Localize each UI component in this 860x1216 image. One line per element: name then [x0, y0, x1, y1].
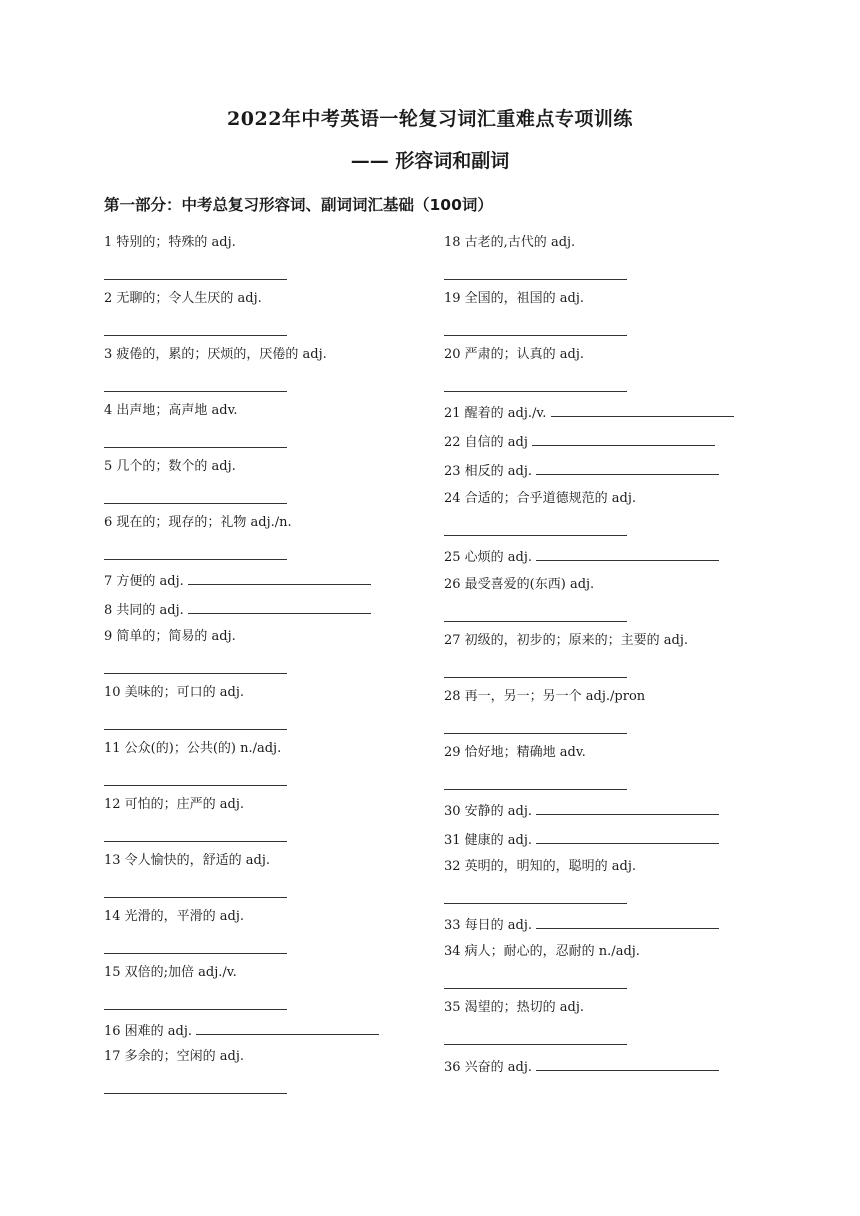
vocab-prompt: 16 困难的 adj. [104, 1024, 193, 1039]
answer-blank[interactable] [104, 503, 287, 504]
answer-blank[interactable] [444, 1044, 627, 1045]
vocab-prompt: 6 现在的；现存的；礼物 adj./n. [104, 515, 292, 530]
vocab-item [444, 234, 575, 252]
vocab-item [444, 576, 594, 594]
answer-blank[interactable] [536, 914, 719, 929]
vocab-prompt: 21 醒着的 adj./v. [444, 406, 547, 421]
vocab-prompt: 33 每日的 adj. [444, 918, 533, 933]
vocab-prompt: 23 相反的 adj. [444, 464, 533, 479]
vocab-item [444, 829, 719, 850]
vocab-item [104, 852, 270, 870]
vocab-item [444, 632, 688, 650]
answer-blank[interactable] [104, 447, 287, 448]
vocab-prompt: 18 古老的,古代的 adj. [444, 235, 576, 250]
vocab-prompt: 36 兴奋的 adj. [444, 1060, 533, 1075]
vocab-item [104, 908, 244, 926]
vocab-item [104, 1020, 379, 1041]
answer-blank[interactable] [536, 546, 719, 561]
vocab-prompt: 5 几个的；数个的 adj. [104, 459, 236, 474]
answer-blank[interactable] [104, 335, 287, 336]
answer-blank[interactable] [551, 402, 734, 417]
answer-blank[interactable] [104, 729, 287, 730]
vocab-prompt: 8 共同的 adj. [104, 603, 184, 618]
answer-blank[interactable] [536, 1056, 719, 1071]
vocab-prompt: 11 公众(的)；公共(的) n./adj. [104, 741, 282, 756]
answer-blank[interactable] [444, 988, 627, 989]
answer-blank[interactable] [444, 535, 627, 536]
vocab-prompt: 24 合适的；合乎道德规范的 adj. [444, 491, 637, 506]
vocab-item [444, 431, 715, 452]
vocab-item [444, 290, 584, 308]
vocab-item [104, 570, 371, 591]
answer-blank[interactable] [536, 829, 719, 844]
answer-blank[interactable] [444, 335, 627, 336]
vocab-prompt: 26 最受喜爱的(东西) adj. [444, 577, 595, 592]
answer-blank[interactable] [104, 897, 287, 898]
vocab-item [104, 234, 236, 252]
vocab-item [444, 800, 719, 821]
answer-blank[interactable] [444, 279, 627, 280]
vocab-item [104, 740, 281, 758]
vocab-item [444, 1056, 719, 1077]
answer-blank[interactable] [104, 559, 287, 560]
vocab-item [104, 1048, 244, 1066]
vocab-prompt: 12 可怕的；庄严的 adj. [104, 797, 245, 812]
vocab-item [104, 599, 371, 620]
vocab-prompt: 20 严肃的；认真的 adj. [444, 347, 585, 362]
vocab-item [104, 796, 244, 814]
vocab-prompt: 10 美味的；可口的 adj. [104, 685, 245, 700]
page-title: 2022年中考英语一轮复习词汇重难点专项训练 [227, 108, 633, 130]
answer-blank[interactable] [196, 1020, 379, 1035]
answer-blank[interactable] [104, 391, 287, 392]
vocab-prompt: 28 再一，另一；另一个 adj./pron [444, 689, 646, 704]
answer-blank[interactable] [188, 599, 371, 614]
vocab-prompt: 17 多余的；空闲的 adj. [104, 1049, 245, 1064]
vocab-item [444, 402, 734, 423]
answer-blank[interactable] [444, 733, 627, 734]
answer-blank[interactable] [536, 460, 719, 475]
answer-blank[interactable] [444, 391, 627, 392]
vocab-prompt: 19 全国的，祖国的 adj. [444, 291, 585, 306]
answer-blank[interactable] [104, 1093, 287, 1094]
vocab-item [104, 514, 292, 532]
vocab-prompt: 9 简单的；简易的 adj. [104, 629, 236, 644]
vocab-item [444, 546, 719, 567]
answer-blank[interactable] [104, 1009, 287, 1010]
vocab-item [104, 684, 244, 702]
vocab-prompt: 30 安静的 adj. [444, 804, 533, 819]
vocab-item [444, 914, 719, 935]
vocab-item [444, 490, 636, 508]
vocab-item [444, 943, 640, 961]
vocab-item [104, 346, 327, 364]
vocab-prompt: 2 无聊的；令人生厌的 adj. [104, 291, 262, 306]
vocab-prompt: 1 特别的；特殊的 adj. [104, 235, 236, 250]
vocab-item [104, 402, 238, 420]
vocab-item [104, 458, 236, 476]
answer-blank[interactable] [188, 570, 371, 585]
answer-blank[interactable] [444, 677, 627, 678]
answer-blank[interactable] [444, 621, 627, 622]
answer-blank[interactable] [104, 785, 287, 786]
vocab-item [444, 460, 719, 481]
answer-blank[interactable] [444, 789, 627, 790]
vocab-prompt: 14 光滑的，平滑的 adj. [104, 909, 245, 924]
vocab-item [444, 346, 584, 364]
answer-blank[interactable] [444, 903, 627, 904]
vocab-prompt: 34 病人；耐心的，忍耐的 n./adj. [444, 944, 640, 959]
vocab-item [444, 999, 584, 1017]
vocab-item [104, 290, 262, 308]
vocab-prompt: 3 疲倦的，累的；厌烦的，厌倦的 adj. [104, 347, 327, 362]
vocab-prompt: 31 健康的 adj. [444, 833, 533, 848]
vocab-prompt: 4 出声地；高声地 adv. [104, 403, 238, 418]
vocab-prompt: 29 恰好地；精确地 adv. [444, 745, 586, 760]
vocab-prompt: 22 自信的 adj [444, 435, 528, 450]
answer-blank[interactable] [104, 953, 287, 954]
vocab-prompt: 32 英明的，明知的，聪明的 adj. [444, 859, 637, 874]
page-subtitle: —— 形容词和副词 [350, 150, 510, 172]
vocab-item [104, 964, 237, 982]
vocab-item [444, 688, 645, 706]
answer-blank[interactable] [532, 431, 715, 446]
section-heading: 第一部分：中考总复习形容词、副词词汇基础（100词） [104, 196, 493, 214]
vocab-prompt: 7 方便的 adj. [104, 574, 184, 589]
answer-blank[interactable] [104, 673, 287, 674]
answer-blank[interactable] [536, 800, 719, 815]
vocab-item [444, 744, 586, 762]
vocab-prompt: 15 双倍的;加倍 adj./v. [104, 965, 237, 980]
vocab-prompt: 13 令人愉快的，舒适的 adj. [104, 853, 271, 868]
vocab-item [444, 858, 636, 876]
vocab-prompt: 35 渴望的；热切的 adj. [444, 1000, 585, 1015]
answer-blank[interactable] [104, 841, 287, 842]
vocab-prompt: 25 心烦的 adj. [444, 550, 533, 565]
vocab-item [104, 628, 236, 646]
answer-blank[interactable] [104, 279, 287, 280]
vocab-prompt: 27 初级的，初步的；原来的；主要的 adj. [444, 633, 689, 648]
